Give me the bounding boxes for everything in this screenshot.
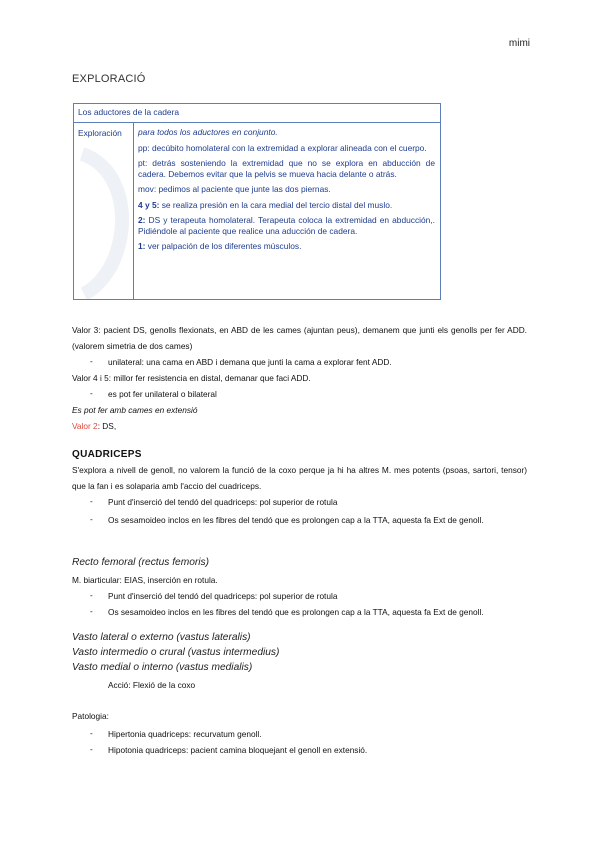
table-row: 2: DS y terapeuta homolateral. Terapeuta coloca la extremidad en abducción,. Pidiéndole al paciente que realice una aducción de cadera. xyxy=(138,215,435,236)
recto-heading: Recto femoral (rectus femoris) xyxy=(72,557,209,568)
bullet-dash: - xyxy=(90,356,93,366)
table-column-label: Exploración xyxy=(78,128,122,138)
extensio-note: Es pot fer amb cames en extensió xyxy=(72,405,198,415)
vasto-intermedio: Vasto intermedio o crural (vastus intermedius) xyxy=(72,647,280,658)
bullet-dash: - xyxy=(90,496,93,506)
patologia-bullet-1: Hipertonia quadriceps: recurvatum genoll. xyxy=(108,729,262,739)
valor45-paragraph: Valor 4 i 5: millor fer resistencia en distal, demanar que faci ADD. xyxy=(72,373,311,383)
recto-bullet-1: Punt d'inserció del tendó del quadriceps: pol superior de rotula xyxy=(108,591,338,601)
valor2-line xyxy=(72,418,527,434)
accio-line: Acció: Flexió de la coxo xyxy=(108,680,196,690)
vasto-lateral: Vasto lateral o externo (vastus lateralis) xyxy=(72,632,251,643)
table-row: para todos los aductores en conjunto. xyxy=(138,127,278,137)
valor2-text: : DS, xyxy=(97,421,117,431)
table-row: pp: decúbito homolateral con la extremidad a explorar alineada con el cuerpo. xyxy=(138,142,427,153)
bullet-dash: - xyxy=(90,388,93,398)
patologia-label: Patologia: xyxy=(72,711,109,721)
quadriceps-heading: QUADRICEPS xyxy=(72,449,142,460)
bullet-dash: - xyxy=(90,514,93,524)
table-row: pt: detrás sosteniendo la extremidad que no se explora en abducción de cadera. Debemos evitar que la pelvis se mueva hacia delante o atrás. xyxy=(138,158,435,179)
valor2-label: Valor 2 xyxy=(72,421,98,431)
table-divider xyxy=(133,123,134,299)
valor3-bullet: unilateral: una cama en ABD i demana que junti la cama a explorar fent ADD. xyxy=(108,357,392,367)
watermark-graphic xyxy=(74,134,134,299)
valor3-paragraph: Valor 3: pacient DS, genolls flexionats, en ABD de les cames (ajuntan peus), demanem que junti els genolls per fer ADD. (valorem simetria de dos cames) xyxy=(72,325,527,351)
valor45-bullet: es pot fer unilateral o bilateral xyxy=(108,389,217,399)
patologia-bullet-2: Hipotonia quadriceps: pacient camina bloquejant el genoll en extensió. xyxy=(108,745,368,755)
bullet-dash: - xyxy=(90,728,93,738)
recto-bullet-2: Os sesamoideo inclos en les fibres del tendó que es prolongen cap a la TTA, aquesta fa Ext de genoll. xyxy=(108,607,484,617)
bullet-dash: - xyxy=(90,744,93,754)
table-row: mov: pedimos al paciente que junte las dos piernas. xyxy=(138,184,331,194)
vasto-medial: Vasto medial o interno (vastus medialis) xyxy=(72,662,253,673)
quadriceps-bullet-1: Punt d'inserció del tendó del quadriceps: pol superior de rotula xyxy=(108,497,338,507)
table-rows xyxy=(138,127,435,257)
exploration-table xyxy=(73,103,441,300)
bullet-dash: - xyxy=(90,590,93,600)
table-row: 4 y 5: se realiza presión en la cara medial del tercio distal del muslo. xyxy=(138,199,393,210)
header-name: mimi xyxy=(508,38,530,49)
section-title: EXPLORACIÓ xyxy=(72,73,146,85)
quadriceps-bullet-2: Os sesamoideo inclos en les fibres del tendó que es prolongen cap a la TTA, aquesta fa Ext de genoll. xyxy=(108,515,484,525)
table-row: 1: ver palpación de los diferentes músculos. xyxy=(138,241,302,251)
quadriceps-intro: S'explora a nivell de genoll, no valorem la funció de la coxo perque ja hi ha altres M. mes potents (psoas, sartori, tensor) que la fan i es solaparia amb l'accio del cuadriceps. xyxy=(72,465,527,491)
bullet-dash: - xyxy=(90,606,93,616)
table-title: Los aductores de la cadera xyxy=(74,104,440,123)
recto-line: M. biarticular: EIAS, inserción en rotula. xyxy=(72,575,218,585)
